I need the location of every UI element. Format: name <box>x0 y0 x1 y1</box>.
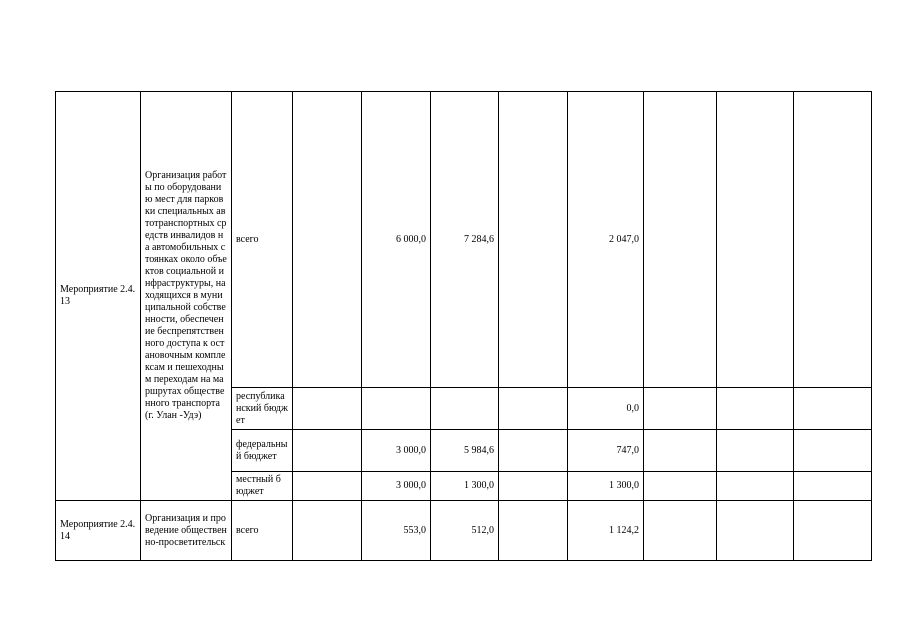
value-cell <box>644 430 717 472</box>
value-cell <box>499 472 568 501</box>
source-cell: республиканский бюджет <box>232 388 293 430</box>
value-cell <box>293 388 362 430</box>
value-cell <box>644 501 717 561</box>
value-cell <box>499 501 568 561</box>
value-cell <box>293 501 362 561</box>
value-cell <box>499 92 568 388</box>
value-cell: 5 984,6 <box>431 430 499 472</box>
table-row <box>56 92 872 388</box>
description-cell: Организация и проведение общественно-просветительск <box>141 501 232 561</box>
value-cell: 747,0 <box>568 430 644 472</box>
value-cell: 3 000,0 <box>362 472 431 501</box>
source-cell: всего <box>232 92 293 388</box>
financing-table <box>55 91 872 561</box>
value-cell <box>431 388 499 430</box>
event-cell: Мероприятие 2.4.14 <box>56 501 141 561</box>
value-cell <box>499 430 568 472</box>
value-cell: 1 300,0 <box>568 472 644 501</box>
value-cell: 7 284,6 <box>431 92 499 388</box>
event-cell: Мероприятие 2.4.13 <box>56 92 141 501</box>
value-cell <box>293 92 362 388</box>
value-cell <box>794 430 872 472</box>
value-cell: 512,0 <box>431 501 499 561</box>
description-cell: Организация работы по оборудованию мест для парковки специальных автотранспортных средств инвалидов на автомобильных стоянках около объектов социальной инфраструктуры, находящихся в муниципальной собственности, обеспечение беспрепятственного доступа к остановочным комплексам и пешеходным переходам на маршрутах общественного транспорта (г. Улан -Удэ) <box>141 92 232 501</box>
value-cell <box>293 472 362 501</box>
value-cell <box>644 472 717 501</box>
value-cell <box>717 92 794 388</box>
value-cell <box>644 388 717 430</box>
value-cell <box>794 388 872 430</box>
table-row <box>56 501 872 561</box>
value-cell: 6 000,0 <box>362 92 431 388</box>
value-cell <box>717 430 794 472</box>
source-cell: федеральный бюджет <box>232 430 293 472</box>
value-cell <box>717 388 794 430</box>
value-cell <box>717 472 794 501</box>
value-cell <box>499 388 568 430</box>
value-cell <box>362 388 431 430</box>
value-cell: 1 300,0 <box>431 472 499 501</box>
value-cell <box>794 501 872 561</box>
value-cell <box>293 430 362 472</box>
value-cell <box>717 501 794 561</box>
source-cell: всего <box>232 501 293 561</box>
value-cell: 0,0 <box>568 388 644 430</box>
value-cell: 3 000,0 <box>362 430 431 472</box>
value-cell <box>794 92 872 388</box>
value-cell: 1 124,2 <box>568 501 644 561</box>
value-cell: 2 047,0 <box>568 92 644 388</box>
source-cell: местный бюджет <box>232 472 293 501</box>
value-cell <box>644 92 717 388</box>
value-cell <box>794 472 872 501</box>
value-cell: 553,0 <box>362 501 431 561</box>
